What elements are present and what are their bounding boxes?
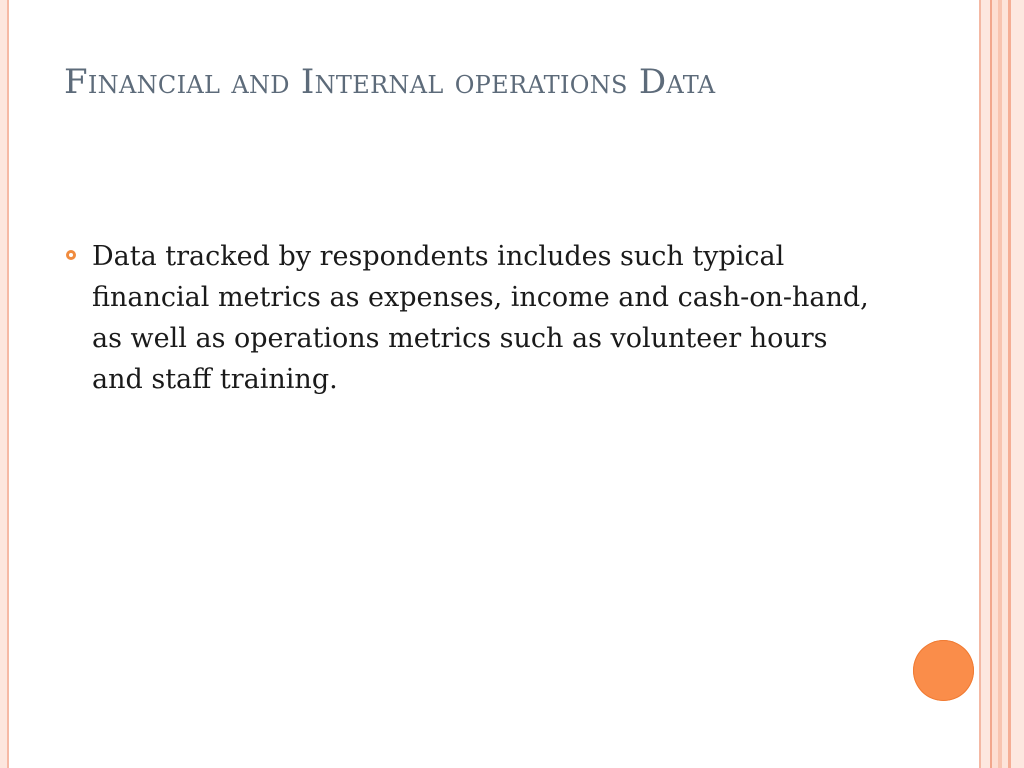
ring-bullet-icon <box>66 250 76 260</box>
left-border-frame <box>0 0 9 768</box>
slide-title: Financial and Internal operations Data <box>64 62 716 102</box>
bullet-text: Data tracked by respondents includes such typical financial metrics as expenses, income and cash-on-hand, as well as operations metrics such as volunteer hours and staff training. <box>92 241 869 395</box>
right-border-stripes <box>979 0 1024 768</box>
stripe <box>981 0 990 768</box>
list-item <box>64 236 884 400</box>
stripe <box>1011 0 1024 768</box>
bullet-list <box>64 236 884 400</box>
decorative-circle-icon <box>913 640 974 701</box>
